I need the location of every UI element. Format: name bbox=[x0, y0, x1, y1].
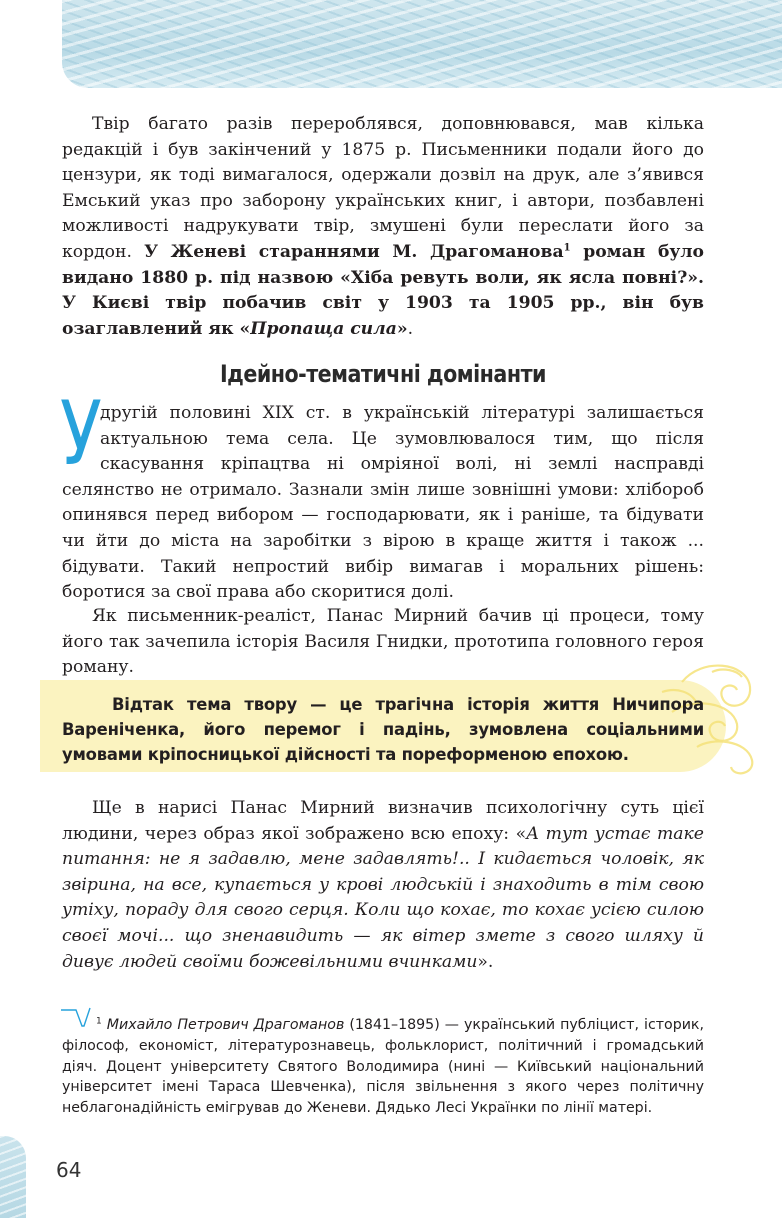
intro-plain: Твір багато разів перероблявся, доповнювався, мав кілька редакцій і був закінчений у 1875 р. Письменники подали його до цензури, як тоді вимагалося, одержали дозвіл на друк, але з’явився Емський указ про заборону українських книг, і автори, позбавлені можливості надрукувати твір, змушені були переслати його за кордон. bbox=[62, 114, 704, 262]
dropcap-paragraph bbox=[62, 401, 704, 606]
footnote-name: Михайло Петрович Драгоманов bbox=[106, 1017, 345, 1033]
dropcap-paragraph-text: другій половині XIX ст. в українській літературі залишається актуальною тема села. Це зумовлювалося тим, що після скасування кріпацтва ні омріяної волі, ні землі насправді селянство не отримало. Зазнали змін лише зовнішні умови: хлібороб опинявся перед вибором — господарювати, як і раніше, та бідувати чи йти до міста на заробітки з вірою в краще життя і також ... бідувати. Такий непростий вибір вимагав і моральних рішень: боротися за свої права або скоритися долі. bbox=[62, 403, 704, 603]
intro-bold-2: роман було видано 1880 р. під назвою «Хіба ревуть воли, як ясла повні?». У Києві твір побачив світ у 1903 та 1905 рр., він був озаглавлений як « bbox=[62, 241, 705, 339]
footnote-text: (1841–1895) — український публіцист, історик, філософ, економіст, літературознавець, фольклорист, політичний і громадський діяч. Доцент університету Святого Володимира (нині — Київський національний університет імені Тараса Шевченка), після звільнення з якого через політичну неблагонадійність емігрував до Женеви. Дядько Лесі Українки по лінії матері. bbox=[62, 1017, 705, 1117]
essay-plain: Ще в нарисі Панас Мирний визначив психологічну суть цієї людини, через образ якої зображено всю епоху: « bbox=[62, 798, 704, 844]
realist-paragraph: Як письменник-реаліст, Панас Мирний бачив ці процеси, тому його так зачепила історія Василя Гнидки, прототипа головного героя роману. bbox=[62, 606, 704, 678]
page-number: 64 bbox=[56, 1158, 82, 1182]
footnote bbox=[62, 1015, 704, 1119]
essay-end: ». bbox=[477, 951, 494, 972]
intro-bold-end: » bbox=[396, 318, 408, 339]
footnote-marker: 1 bbox=[96, 1016, 102, 1027]
intro-bold-1: У Женеві стараннями М. Драгоманова bbox=[144, 241, 564, 262]
decorative-header-band bbox=[62, 0, 782, 88]
intro-end: . bbox=[407, 318, 414, 339]
essay-quote: А тут устає таке питання: не я задавлю, мене задавлять!.. І кидається чоловік, як звірина, на все, купається у крові людській і знаходить в тім свою утіху, пораду для свого серця. Коли що кохає, то кохає усією силою своєї мочі... що зненавидить — як вітер змете з свого шляху й дивує людей своїми божевільними вчинками bbox=[62, 823, 704, 972]
drop-cap-letter: У bbox=[60, 382, 102, 485]
section-title: Ідейно-тематичні домінанти bbox=[220, 360, 546, 388]
footnote-reference: 1 bbox=[563, 242, 571, 254]
intro-paragraph bbox=[62, 112, 704, 342]
highlight-text: Відтак тема твору — це трагічна історія життя Ничипора Вареніченка, його перемог і падінь, зумовлена соціальними умовами кріпосницької дійсності та пореформеною епохою. bbox=[62, 695, 704, 764]
intro-bold-italic: Пропаща сила bbox=[250, 318, 397, 339]
decorative-corner bbox=[0, 1136, 26, 1218]
essay-paragraph bbox=[62, 796, 704, 975]
